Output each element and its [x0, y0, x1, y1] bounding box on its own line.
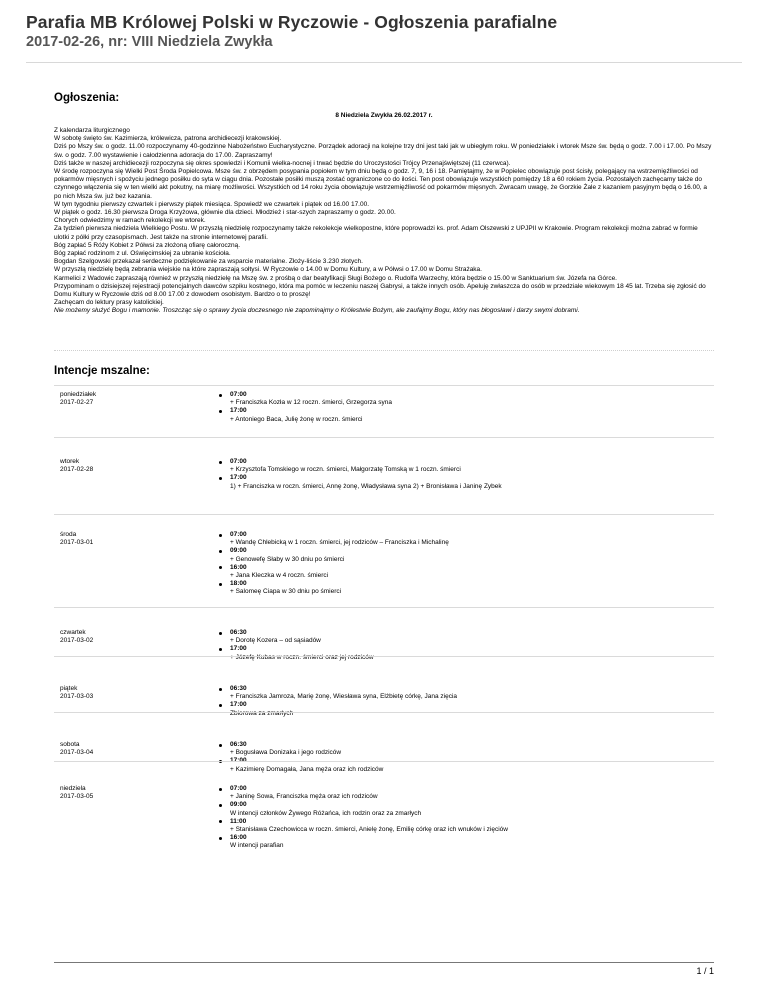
mass-intent: + Stanisława Czechowicca w roczn. śmierci, Anielę żonę, Emilię córkę oraz ich wnuków i zięciów	[230, 826, 508, 834]
day-date: 2017-02-27	[60, 399, 94, 407]
announcements-body	[54, 127, 714, 316]
day-name: poniedziałek	[60, 391, 97, 398]
mass-time: 06:30	[230, 685, 247, 692]
mass-intent: + Bogusława Donizaka i jego rodziców	[230, 749, 342, 757]
day-row-monday	[54, 385, 714, 437]
announcement-line: Za tydzień pierwsza niedziela Wielkiego Postu. W przyszłą niedzielę rozpoczynamy także rekolekcje wielkopostne, które poprowadzi ks. prof. Adam Olszewski z UPJPII w Krakowie. Program rekolekcji można zabrać w formie ulotki z półki przy czasopismach. Jest także na stronie internetowej parafii.	[54, 225, 698, 241]
mass-entry	[219, 801, 508, 817]
page-number: 1 / 1	[696, 966, 714, 976]
announcements-heading: Ogłoszenia:	[54, 92, 120, 104]
announcement-line: W przyszłą niedzielę będą zebrania wiejskie na które zapraszają sołtysi. W Ryczowie o 14.00 w Domu Kultury, a w Półwsi o 17.00 w Domu Strażaka.	[54, 266, 482, 274]
mass-time: 17:00	[230, 757, 247, 765]
mass-entry	[219, 564, 449, 580]
mass-intent: + Kazimierę Domagała, Jana męża oraz ich rodziców	[230, 765, 384, 773]
mass-entry	[219, 685, 457, 701]
announcements-date-title: 8 Niedziela Zwykła 26.02.2017 r.	[335, 112, 433, 119]
mass-entries	[219, 531, 449, 597]
mass-intent: + Wandę Chlebicką w 1 roczn. śmierci, jej rodziców – Franciszka i Michalinę	[230, 539, 449, 547]
mass-intent: + Jana Kleczka w 4 roczn. śmierci	[230, 572, 329, 580]
mass-entry	[219, 741, 383, 757]
mass-intent: + Antoniego Baca, Julię żonę w roczn. śmierci	[230, 415, 363, 423]
day-date: 2017-03-04	[60, 749, 94, 757]
day-name: czwartek	[60, 629, 86, 636]
mass-intent: + Józefę Kubas w roczn. śmierci oraz jej rodziców	[230, 653, 374, 661]
announcement-line: Z kalendarza liturgicznego	[54, 127, 130, 134]
mass-time: 11:00	[230, 817, 247, 825]
page-subtitle: 2017-02-26, nr: VIII Niedziela Zwykła	[26, 34, 273, 50]
day-row-friday	[54, 653, 714, 717]
mass-entry	[219, 818, 508, 834]
announcement-line: Bogdan Szelgowski przekazał serdeczne podziękowanie za wsparcie materialne. Złoży-liście 3.230 złotych.	[54, 258, 363, 266]
mass-time: 07:00	[230, 458, 247, 465]
mass-time: 09:00	[230, 547, 247, 555]
mass-entry	[219, 407, 392, 423]
mass-entries	[219, 458, 502, 491]
announcement-line: W tym tygodniu pierwszy czwartek i pierwszy piątek miesiąca. Spowiedź we czwartek i piątek od 16.00 17.00.	[54, 200, 370, 208]
mass-intent: W intencji parafian	[230, 842, 284, 850]
mass-time: 17:00	[230, 474, 247, 482]
mass-entries	[219, 785, 508, 851]
day-date: 2017-03-02	[60, 637, 94, 645]
mass-intent: + Genowefę Słaby w 30 dniu po śmierci	[230, 555, 345, 563]
mass-time: 09:00	[230, 801, 247, 809]
mass-time: 18:00	[230, 580, 247, 588]
announcement-closing: Nie możemy służyć Bogu i mamonie. Troszcząc się o sprawy życia doczesnego nie zapominajmy o Królestwie Bożym, ale zaufajmy Bogu, który nas błogosławi i darzy swymi dobrami.	[54, 307, 580, 315]
day-row-thursday	[54, 607, 714, 661]
mass-entry	[219, 458, 502, 474]
announcement-line: Chorych odwiedzimy w ramach rekolekcji we wtorek.	[54, 217, 206, 225]
mass-entries	[219, 391, 392, 424]
mass-intent: + Janinę Sowa, Franciszka męża oraz ich rodziców	[230, 793, 378, 801]
day-name: wtorek	[60, 458, 80, 465]
mass-intent: + Dorotę Kozera – od sąsiadów	[230, 637, 321, 645]
mass-time: 16:00	[230, 834, 247, 842]
mass-time: 07:00	[230, 391, 247, 398]
mass-time: 07:00	[230, 785, 247, 792]
mass-entry	[219, 474, 502, 490]
mass-entry	[219, 629, 374, 645]
page-title: Parafia MB Królowej Polski w Ryczowie - Ogłoszenia parafialne	[26, 12, 558, 32]
day-name: sobota	[60, 741, 80, 748]
day-date: 2017-03-01	[60, 539, 94, 547]
section-divider	[54, 350, 714, 351]
mass-intent: + Franciszka Kozła w 12 roczn. śmierci, Grzegorza syna	[230, 399, 393, 407]
announcement-line: W piątek o godz. 16.30 pierwsza Droga Krzyżowa, głównie dla dzieci. Młodzież i star-szych zapraszamy o godz. 20.00.	[54, 209, 396, 217]
announcement-line: Zachęcam do lektury prasy katolickiej.	[54, 299, 164, 307]
header-divider	[26, 62, 742, 63]
mass-time: 06:30	[230, 741, 247, 748]
mass-intent: 1) + Franciszka w roczn. śmierci, Annę żonę, Władysława syna 2) + Bronisława i Janinę Zybek	[230, 482, 502, 490]
mass-time: 07:00	[230, 531, 247, 538]
mass-intentions-list	[54, 385, 714, 882]
mass-time: 17:00	[230, 645, 247, 653]
announcement-line: Dziś także w naszej archidiecezji rozpoczyna się okres spowiedzi i Komunii wielka-nocnej i trwać będzie do Uroczystości Trójcy Przenajświętszej (11 czerwca).	[54, 159, 511, 167]
announcement-line: Bóg zapłać rodzinom z ul. Oświęcimskiej za ubranie kościoła.	[54, 250, 231, 258]
announcement-line: W środę rozpoczyna się Wielki Post Środa Popielcowa. Msze św. z obrzędem posypania popiołem w tym dniu będą o godz. 7, 9, 16 i 18. Pamiętajmy, że w Popielec obowiązuje post ścisły, polegający na wstrzemięźliwości od pokarmów mięsnych i spożyciu jednego posiłku do syta w ciągu dnia. Pozostałe posiłki muszą zostać ograniczone co do ilości. Ten post obowiązuje wszystkich pomiędzy 18 a 60 rokiem życia. Pozostałych zachęcamy także do czynnego włączenia się w ten wielki akt pokutny, na miarę możliwości. Wszystkich od 14 roku życia obowiązuje wstrzemięźliwość od pokarmów mięsnych. Zwracam uwagę, że Gorzkie Żale z kazaniem pasyjnym będą o 16.00, a po nich Msza św. już bez kazania.	[54, 168, 708, 200]
mass-intent: + Franciszka Jamroza, Marię żonę, Wiesława syna, Elżbietę córkę, Jana zięcia	[230, 693, 458, 701]
announcement-line: Bóg zapłać 5 Róży Kobiet z Półwsi za złożoną ofiarę całoroczną.	[54, 241, 241, 249]
day-date: 2017-03-05	[60, 793, 94, 801]
mass-time: 17:00	[230, 701, 247, 709]
mass-time: 17:00	[230, 407, 247, 415]
day-date: 2017-03-03	[60, 693, 94, 701]
mass-time: 16:00	[230, 563, 247, 571]
day-name: niedziela	[60, 785, 86, 792]
day-row-wednesday	[54, 514, 714, 607]
mass-entry	[219, 785, 508, 801]
mass-time: 06:30	[230, 629, 247, 636]
mass-entry	[219, 391, 392, 407]
day-date: 2017-02-28	[60, 466, 94, 474]
announcement-line: Karmelici z Wadowic zapraszają również w przyszłą niedzielę na Mszę św. z prośbą o dar beatyfikacji Sługi Bożego o. Rudolfa Warzechy, która będzie o 15.00 w Sanktuarium św. Józefa na Górce.	[54, 274, 617, 282]
day-name: środa	[60, 531, 77, 538]
day-row-sunday	[54, 761, 714, 882]
mass-entry	[219, 531, 449, 547]
announcement-line: W sobotę święto św. Kazimierza, królewicza, patrona archidiecezji krakowskiej.	[54, 135, 282, 143]
mass-entry	[219, 834, 508, 850]
announcement-line: Przypominam o dzisiejszej rejestracji potencjalnych dawców szpiku kostnego, która ma pomóc w leczeniu naszej Gabrysi, a także innych osób. Apeluję zwłaszcza do osób w przedziale wiekowym 18 45 lat. Trzeba się zgłosić do Domu Kultury w Ryczowie dziś od 8.00 17.00 z dowodem osobistym. Bardzo o to proszę!	[54, 282, 706, 299]
mass-intent: Zbiorowa za zmarłych	[230, 709, 294, 717]
mass-entry	[219, 547, 449, 563]
announcement-line: Dziś po Mszy św. o godz. 11.00 rozpoczynamy 40-godzinne Nabożeństwo Eucharystyczne. Porządek adoracji na kolejne trzy dni jest taki jak w ubiegłym roku. W poniedziałek i wtorek Msze św. będą o godz. 7.00 i 17.00. Po Mszy św. o godz. 7.00 wystawienie i całodzienna adoracja do 17.00. Zapraszamy!	[54, 143, 712, 159]
mass-intent: W intencji członków Żywego Różańca, ich rodzin oraz za zmarłych	[230, 809, 422, 817]
day-row-saturday	[54, 709, 714, 773]
day-name: piątek	[60, 685, 78, 692]
footer-divider	[54, 962, 714, 963]
mass-intent: + Salomeę Ciapa w 30 dniu po śmierci	[230, 588, 342, 596]
mass-entry	[219, 580, 449, 596]
masses-heading: Intencje mszalne:	[54, 365, 150, 377]
day-row-tuesday	[54, 437, 714, 514]
mass-intent: + Krzysztofa Tomskiego w roczn. śmierci, Małgorzatę Tomską w 1 roczn. śmierci	[230, 466, 461, 474]
